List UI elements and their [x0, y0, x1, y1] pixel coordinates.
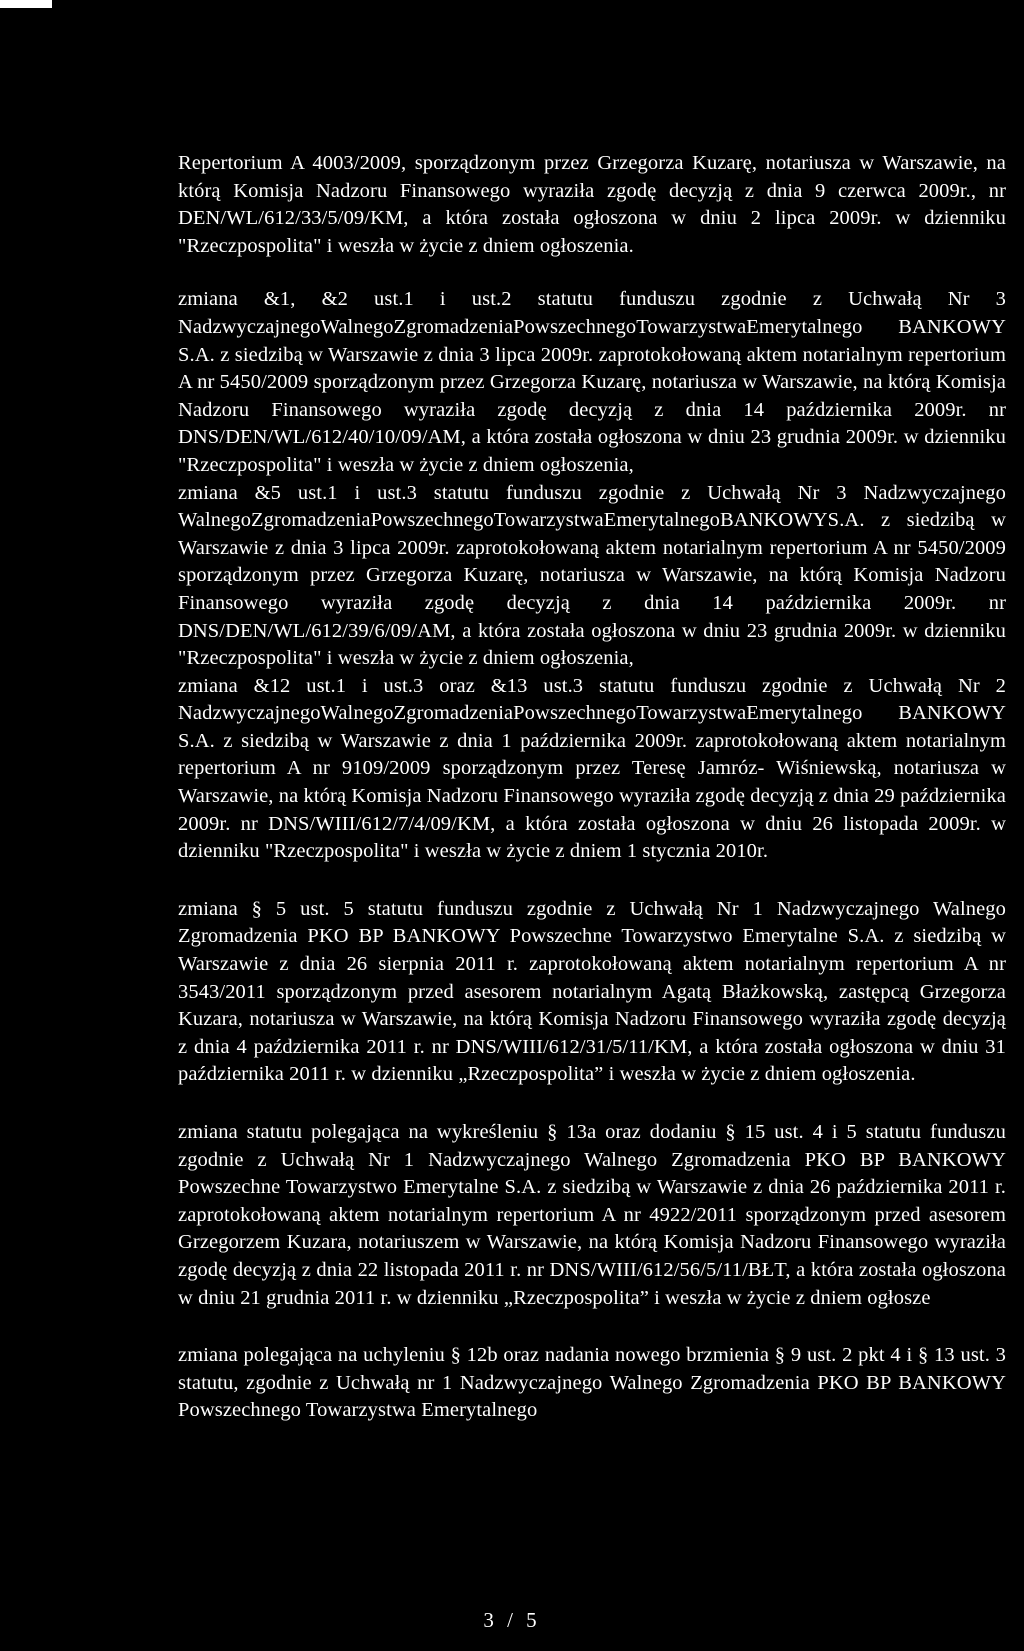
scan-corner-mark	[0, 0, 52, 8]
paragraph-1: Repertorium A 4003/2009, sporządzonym przez Grzegorza Kuzarę, notariusza w Warszawie, na którą Komisja Nadzoru Finansowego wyraziła zgodę decyzją z dnia 9 czerwca 2009r., nr DEN/WL/612/33/5/09/KM, a która została ogłoszona w dniu 2 lipca 2009r. w dzienniku "Rzeczpospolita" i weszła w życie z dniem ogłoszenia.	[178, 152, 1006, 257]
paragraph-6: zmiana statutu polegająca na wykreśleniu § 13a oraz dodaniu § 15 ust. 4 i 5 statutu funduszu zgodnie z Uchwałą Nr 1 Nadzwyczajnego Walnego Zgromadzenia PKO BP BANKOWY Powszechne Towarzystwo Emerytalne S.A. z siedzibą w Warszawie z dnia 26 października 2011 r. zaprotokołowaną aktem notarialnym repertorium A nr 4922/2011 sporządzonym przed asesorem Grzegorzem Kuzara, notariuszem w Warszawie, na którą Komisja Nadzoru Finansowego wyraziła zgodę decyzją z dnia 22 listopada 2011 r. nr DNS/WIII/612/56/5/11/BŁT, a która została ogłoszona w dniu 21 grudnia 2011 r. w dzienniku „Rzeczpospolita” i weszła w życie z dniem ogłosze	[178, 1121, 1006, 1309]
paragraph-2: zmiana &1, &2 ust.1 i ust.2 statutu funduszu zgodnie z Uchwałą Nr 3 NadzwyczajnegoWalnegoZgromadzeniaPowszechnegoTowarzystwaEmerytalnego BANKOWY S.A. z siedzibą w Warszawie z dnia 3 lipca 2009r. zaprotokołowaną aktem notarialnym repertorium A nr 5450/2009 sporządzonym przez Grzegorza Kuzarę, notariusza w Warszawie, na którą Komisja Nadzoru Finansowego wyraziła zgodę decyzją z dnia 14 października 2009r. nr DNS/DEN/WL/612/40/10/09/AM, a która została ogłoszona w dniu 23 grudnia 2009r. w dzienniku "Rzeczpospolita" i weszła w życie z dniem ogłoszenia,	[178, 288, 1006, 476]
document-body	[178, 150, 1006, 1425]
paragraph-4: zmiana &12 ust.1 i ust.3 oraz &13 ust.3 statutu funduszu zgodnie z Uchwałą Nr 2 NadzwyczajnegoWalnegoZgromadzeniaPowszechnegoTowarzystwaEmerytalnego BANKOWY S.A. z siedzibą w Warszawie z dnia 1 października 2009r. zaprotokołowaną aktem notarialnym repertorium A nr 9109/2009 sporządzonym przez Teresę Jamróz- Wiśniewską, notariusza w Warszawie, na którą Komisja Nadzoru Finansowego wyraziła zgodę decyzją z dnia 29 października 2009r. nr DNS/WIII/612/7/4/09/KM, a która została ogłoszona w dniu 26 listopada 2009r. w dzienniku "Rzeczpospolita" i weszła w życie z dniem 1 stycznia 2010r.	[178, 674, 1006, 863]
paragraph-3: zmiana &5 ust.1 i ust.3 statutu funduszu zgodnie z Uchwałą Nr 3 Nadzwyczajnego WalnegoZgromadzeniaPowszechnegoTowarzystwaEmerytalnegoBANKOWYS.A. z siedzibą w Warszawie z dnia 3 lipca 2009r. zaprotokołowaną aktem notarialnym repertorium A nr 5450/2009 sporządzonym przez Grzegorza Kuzarę, notariusza w Warszawie, na którą Komisja Nadzoru Finansowego wyraziła zgodę decyzją z dnia 14 października 2009r. nr DNS/DEN/WL/612/39/6/09/AM, a która została ogłoszona w dniu 23 grudnia 2009r. w dzienniku "Rzeczpospolita" i weszła w życie z dniem ogłoszenia,	[178, 481, 1006, 670]
paragraph-5: zmiana § 5 ust. 5 statutu funduszu zgodnie z Uchwałą Nr 1 Nadzwyczajnego Walnego Zgromadzenia PKO BP BANKOWY Powszechne Towarzystwo Emerytalne S.A. z siedzibą w Warszawie z dnia 26 sierpnia 2011 r. zaprotokołowaną aktem notarialnym repertorium A nr 3543/2011 sporządzonym przed asesorem notarialnym Agatą Błażkowską, zastępcą Grzegorza Kuzara, notariusza w Warszawie, na którą Komisja Nadzoru Finansowego wyraziła zgodę decyzją z dnia 4 października 2011 r. nr DNS/WIII/612/31/5/11/KM, a która została ogłoszona w dniu 31 października 2011 r. w dzienniku „Rzeczpospolita” i weszła w życie z dniem ogłoszenia.	[178, 897, 1006, 1086]
page-number: 3 / 5	[483, 1608, 541, 1632]
paragraph-7: zmiana polegająca na uchyleniu § 12b oraz nadania nowego brzmienia § 9 ust. 2 pkt 4 i § 13 ust. 3 statutu, zgodnie z Uchwałą nr 1 Nadzwyczajnego Walnego Zgromadzenia PKO BP BANKOWY Powszechnego Towarzystwa Emerytalnego	[178, 1344, 1006, 1422]
